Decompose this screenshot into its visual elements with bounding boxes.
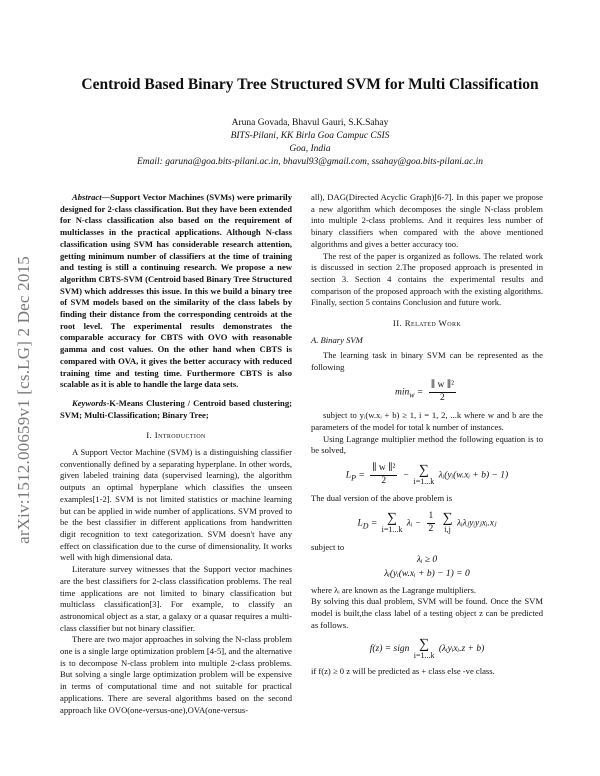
keywords-text: -K-Means Clustering / Centroid based clustering; SVM; Multi-Classification; Binary Tree; <box>60 397 292 420</box>
keywords-lead: Keywords <box>72 397 107 408</box>
related-paragraph-6: if f(z) ≥ 0 z will be predicted as + class else -ve class. <box>311 665 495 676</box>
location: Goa, India <box>289 144 331 154</box>
right-column <box>311 192 543 677</box>
abstract-lead: Abstract <box>72 192 102 202</box>
related-paragraph-3: The dual version of the above problem is <box>311 493 453 504</box>
related-paragraph-5: By solving this dual problem, SVM will be found. Once the SVM model is built,the class label of a testing object z can be predicted as follows. <box>311 596 543 630</box>
subsection-binary-svm: A. Binary SVM <box>311 334 363 345</box>
paper-title: Centroid Based Binary Tree Structured SVM for Multi Classification <box>81 76 539 93</box>
equation-2: $L_P$ = $\frac{\text{∥ w ∥²}}{2}$ − ∑ i=1...k λᵢ(yᵢ(w.xᵢ + b) − 1) <box>345 463 509 487</box>
equation-1: $\min_w$ = $\frac{\text{∥ w ∥²}}{2}$ <box>395 379 454 403</box>
intro-paragraph-4: The rest of the paper is organized as follows. The related work is discussed in section 2.The proposed approach is presented in section 3. Section 4 contains the experimental results and comparison of the proposed approach with the existing algorithms. Finally, section 5 contains Conclusion and future work. <box>311 250 543 308</box>
affiliation: BITS-Pilani, KK Birla Goa Campuc CSIS <box>230 131 390 141</box>
left-column <box>60 192 292 716</box>
intro-paragraph-3-continued: all), DAG(Directed Acyclic Graph)[6-7]. In this paper we propose a new algorithm which decomposes the single N-class problem into multiple 2-class problems. And it requires less number of binary classifiers when compared with the above mentioned algorithms and gives a better accuracy too. <box>311 192 543 249</box>
intro-paragraph-1: A Support Vector Machine (SVM) is a distinguishing classifier conventionally defined by a separating hyperplane. In other words, given labeled training data (supervised learning), the algorithm outputs an optimal hyperplane which classifies the unseen examples[1-2]. SVM is not limited statistics or machine learning but can be applied in wide number of applications. SVM proved to be the best classifier in different applications from handwritten digit recognition to text categorization. SVM doesn't have any effect on classification due to the curse of dimensionality. It works well with high dimensional data. <box>60 447 292 563</box>
email: Email: garuna@goa.bits-pilani.ac.in, bhavul93@gmail.com, ssahay@goa.bits-pilani.ac.in <box>136 157 484 167</box>
arxiv-stamp: arXiv:1512.00659v1 [cs.LG] 2 Dec 2015 <box>14 256 33 544</box>
keywords <box>60 398 292 421</box>
section-heading-introduction: I. Introduction <box>146 430 206 441</box>
equation-3: $L_D$ = ∑ i=1...k λᵢ − $\frac{1}{2}$ ∑ i,j λᵢλⱼyᵢyⱼxᵢ.xⱼ <box>357 511 497 535</box>
constraint-text: subject to yᵢ(w.xᵢ + b) ≥ 1, i = 1, 2, ...k where w and b are the parameters of the model for total k number of instances. <box>311 410 543 432</box>
author-block <box>60 117 560 169</box>
intro-paragraph-2: Literature survey witnesses that the Support vector machines are the best classifiers for 2-class classification problems. The real time applications are not limited to binary classification but multiclass classification[3]. For example, to classify an astronomical object as a star, a galaxy or a quasar requires a multi-class classifier but not binary classifier. <box>60 564 292 633</box>
related-paragraph-1: The learning task in binary SVM can be represented as the following <box>311 350 543 373</box>
subject-to: subject to <box>311 541 345 552</box>
abstract <box>60 192 292 391</box>
equation-4: λᵢ ≥ 0 <box>416 555 438 566</box>
related-paragraph-2: Using Lagrange multiplier method the following equation is to be solved, <box>311 433 543 456</box>
authors: Aruna Govada, Bhavul Gauri, S.K.Sahay <box>231 118 389 128</box>
related-paragraph-4: where λᵢ are known as the Lagrange multipliers. <box>311 584 476 595</box>
abstract-text: —Support Vector Machines (SVMs) were primarily designed for 2-class classification. But they have been extended for N-class classification also based on the requirement of multiclasses in the practical applications. Although N-class classification using SVM has considerable research attention, getting minimum number of classifiers at the time of training and testing is still a continuing research. We propose a new algorithm CBTS-SVM (Centroid based Binary Tree Structured SVM) which addresses this issue. In this we build a binary tree of SVM models based on the similarity of the class labels by finding their distance from the corresponding centroids at the root level. The experimental results demonstrates the comparable accuracy for CBTS with OVO with reasonable gamma and cost values. On the other hand when CBTS is compared with OVA, it gives the better accuracy with reduced training time and testing time. Furthermore CBTS is also scalable as it is able to handle the large data sets. <box>60 192 292 390</box>
equation-6: f(z) = sign ∑ i=1...k (λᵢyᵢxᵢ.z + b) <box>369 636 485 660</box>
equation-5: λᵢ(yᵢ(w.xᵢ + b) − 1) = 0 <box>384 568 470 579</box>
intro-paragraph-3: There are two major approaches in solving the N-class problem one is a single large optimization problem [4-5], and the alternative is to decompose N-class problem into multiple 2-class problems. But solving a single large optimization problem will be expensive in terms of computational time and not suitable for practical applications. There are several algorithms based on the second approach like OVO(one-versus-one),OVA(one-versus- <box>60 634 292 715</box>
section-heading-related-work: II. Related Work <box>392 318 462 329</box>
